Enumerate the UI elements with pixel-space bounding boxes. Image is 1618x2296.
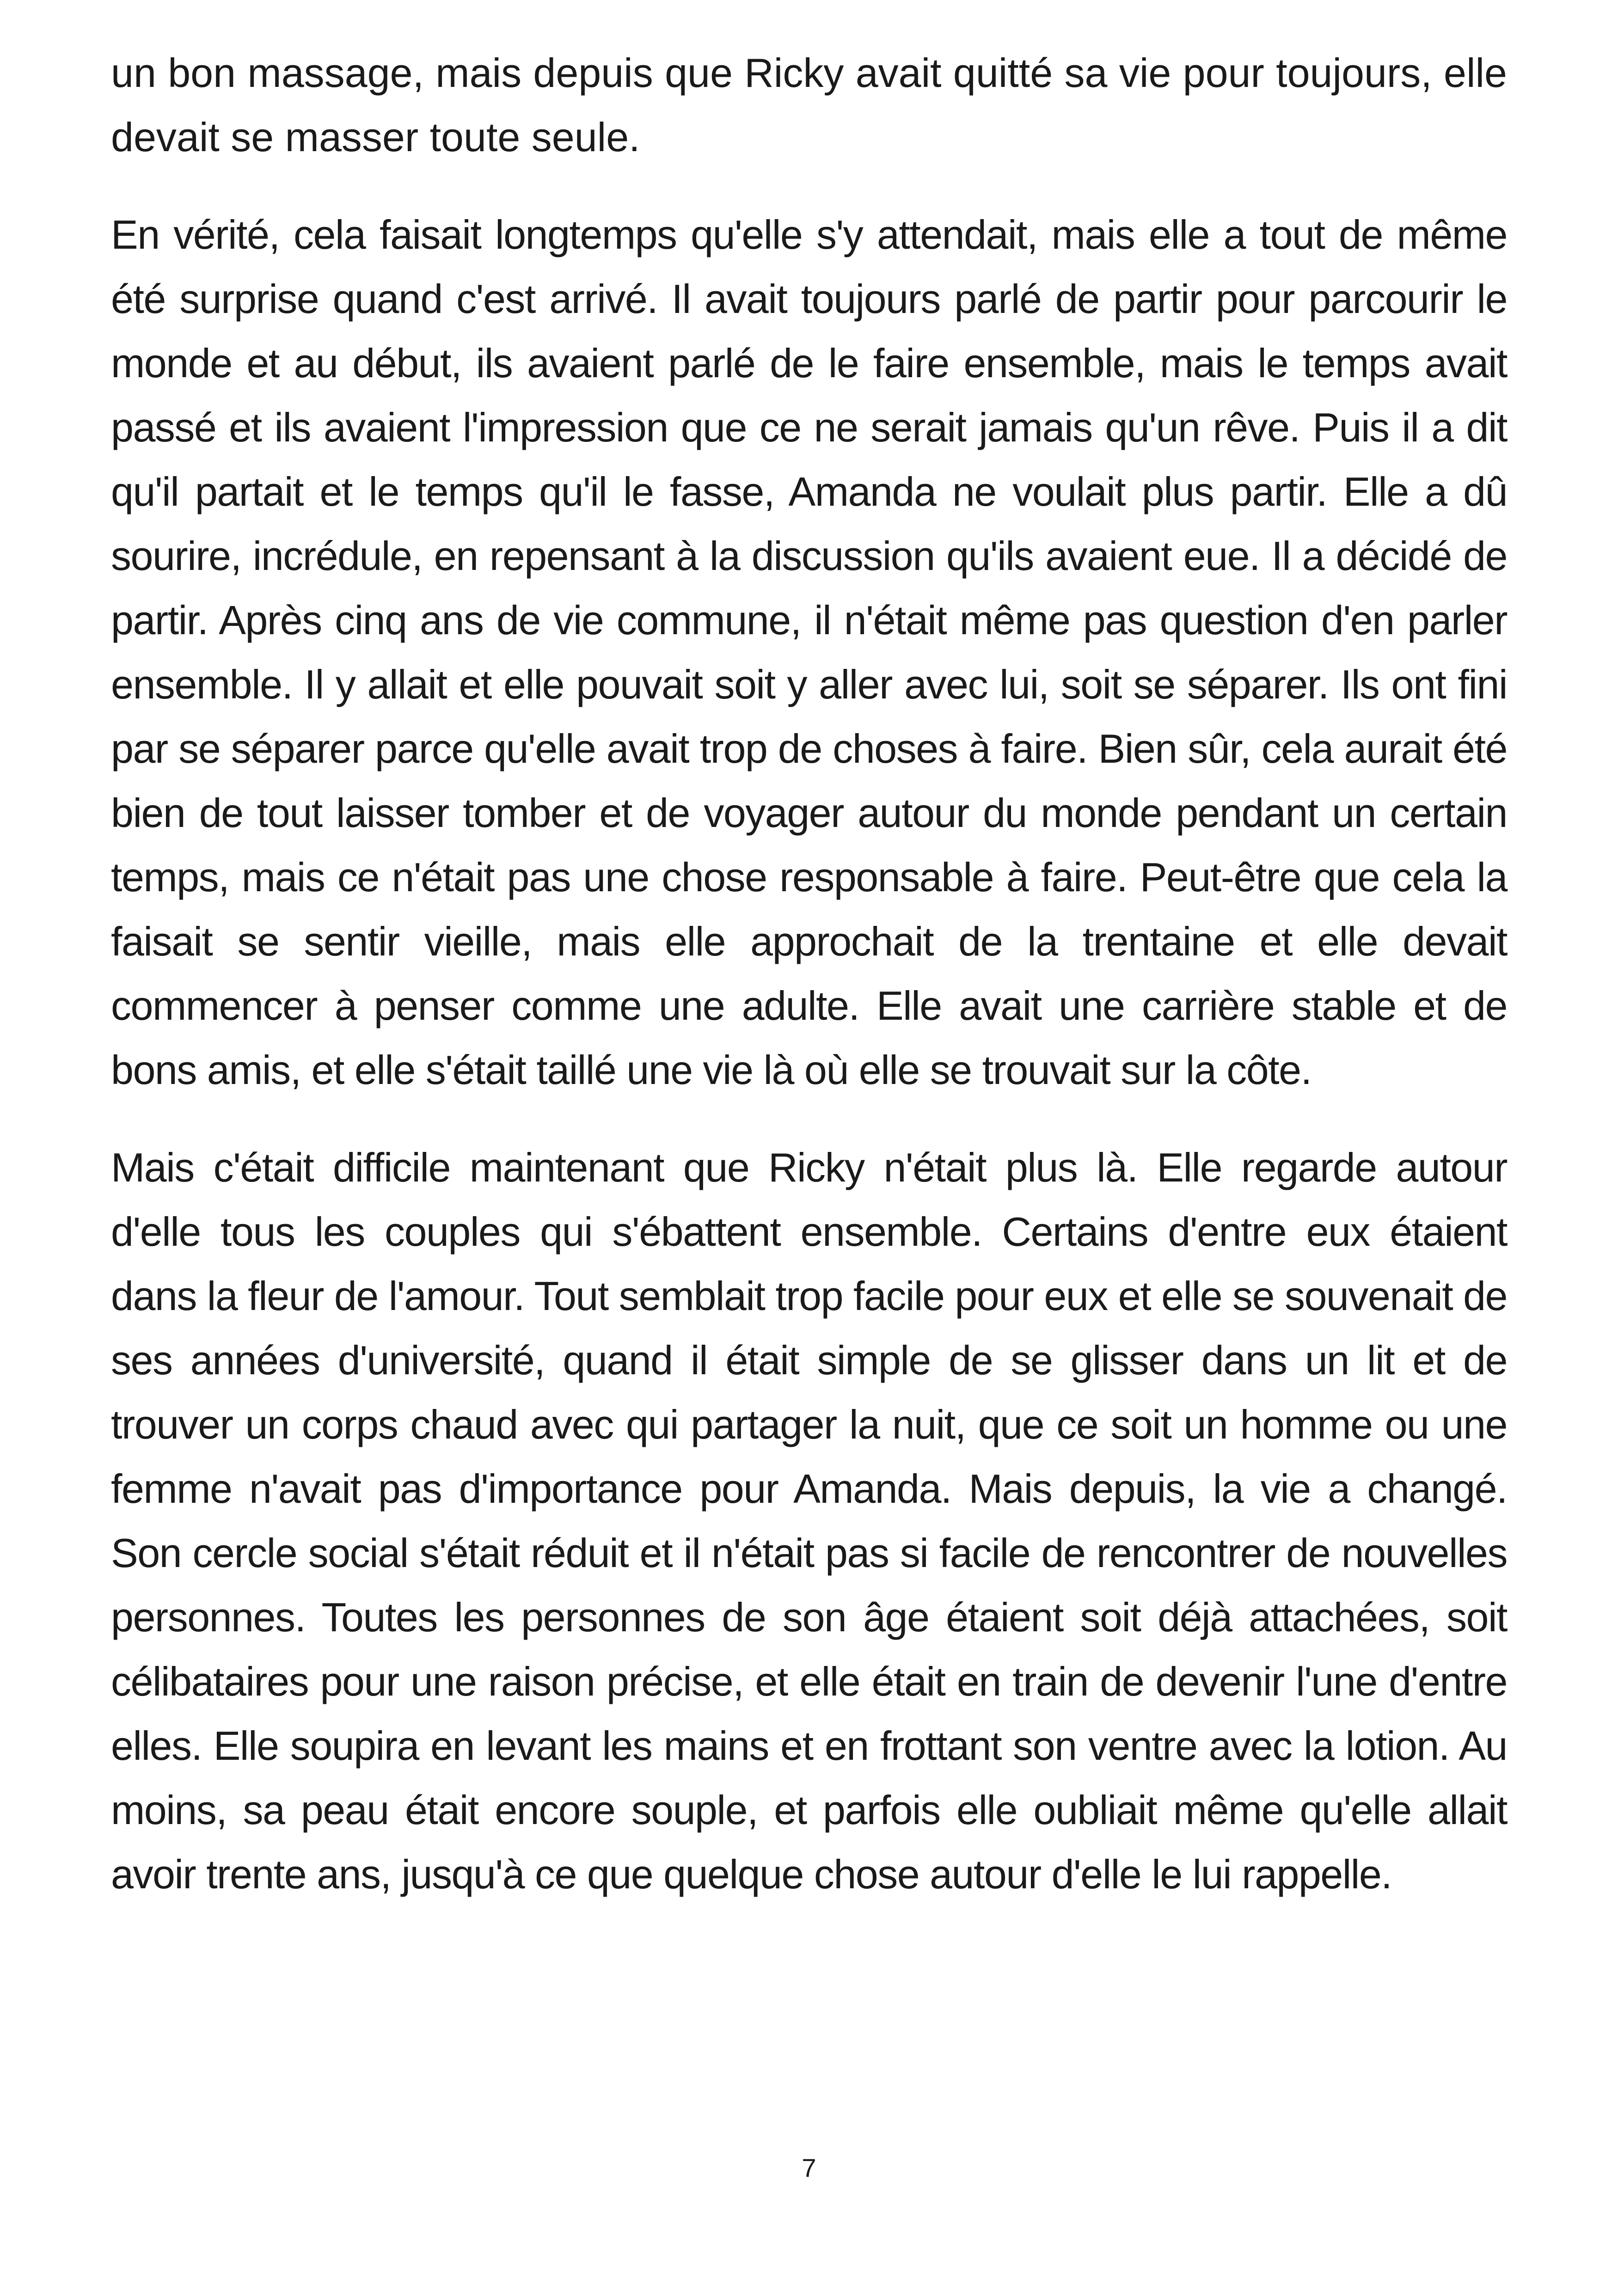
paragraph-3: Mais c'était difficile maintenant que Ricky n'était plus là. Elle regarde autour d'elle tous les couples qui s'ébattent ensemble. Certains d'entre eux étaient dans la fleur de l'amour. Tout semblait trop facile pour eux et elle se souvenait de ses années d'université, quand il était simple de se glisser dans un lit et de trouver un corps chaud avec qui partager la nuit, que ce soit un homme ou une femme n'avait pas d'importance pour Amanda. Mais depuis, la vie a changé. Son cercle social s'était réduit et il n'était pas si facile de rencontrer de nouvelles personnes. Toutes les personnes de son âge étaient soit déjà attachées, soit célibataires pour une raison précise, et elle était en train de devenir l'une d'entre elles. Elle soupira en levant les mains et en frottant son ventre avec la lotion. Au moins, sa peau était encore souple, et parfois elle oubliait même qu'elle allait avoir trente ans, jusqu'à ce que quelque chose autour d'elle le lui rappelle. xyxy=(111,1145,1507,1897)
page-number: 7 xyxy=(802,2153,816,2182)
paragraph-2: En vérité, cela faisait longtemps qu'elle s'y attendait, mais elle a tout de même été surprise quand c'est arrivé. Il avait toujours parlé de partir pour parcourir le monde et au début, ils avaient parlé de le faire ensemble, mais le temps avait passé et ils avaient l'impression que ce ne serait jamais qu'un rêve. Puis il a dit qu'il partait et le temps qu'il le fasse, Amanda ne voulait plus partir. Elle a dû sourire, incrédule, en repensant à la discussion qu'ils avaient eue. Il a décidé de partir. Après cinq ans de vie commune, il n'était même pas question d'en parler ensemble. Il y allait et elle pouvait soit y aller avec lui, soit se séparer. Ils ont fini par se séparer parce qu'elle avait trop de choses à faire. Bien sûr, cela aurait été bien de tout laisser tomber et de voyager autour du monde pendant un certain temps, mais ce n'était pas une chose responsable à faire. Peut-être que cela la faisait se sentir vieille, mais elle approchait de la trentaine et elle devait commencer à penser comme une adulte. Elle avait une carrière stable et de bons amis, et elle s'était taillé une vie là où elle se trouvait sur la côte. xyxy=(111,212,1507,1093)
body-text xyxy=(111,41,1507,1940)
paragraph-1: un bon massage, mais depuis que Ricky avait quitté sa vie pour toujours, elle devait se masser toute seule. xyxy=(111,50,1507,160)
